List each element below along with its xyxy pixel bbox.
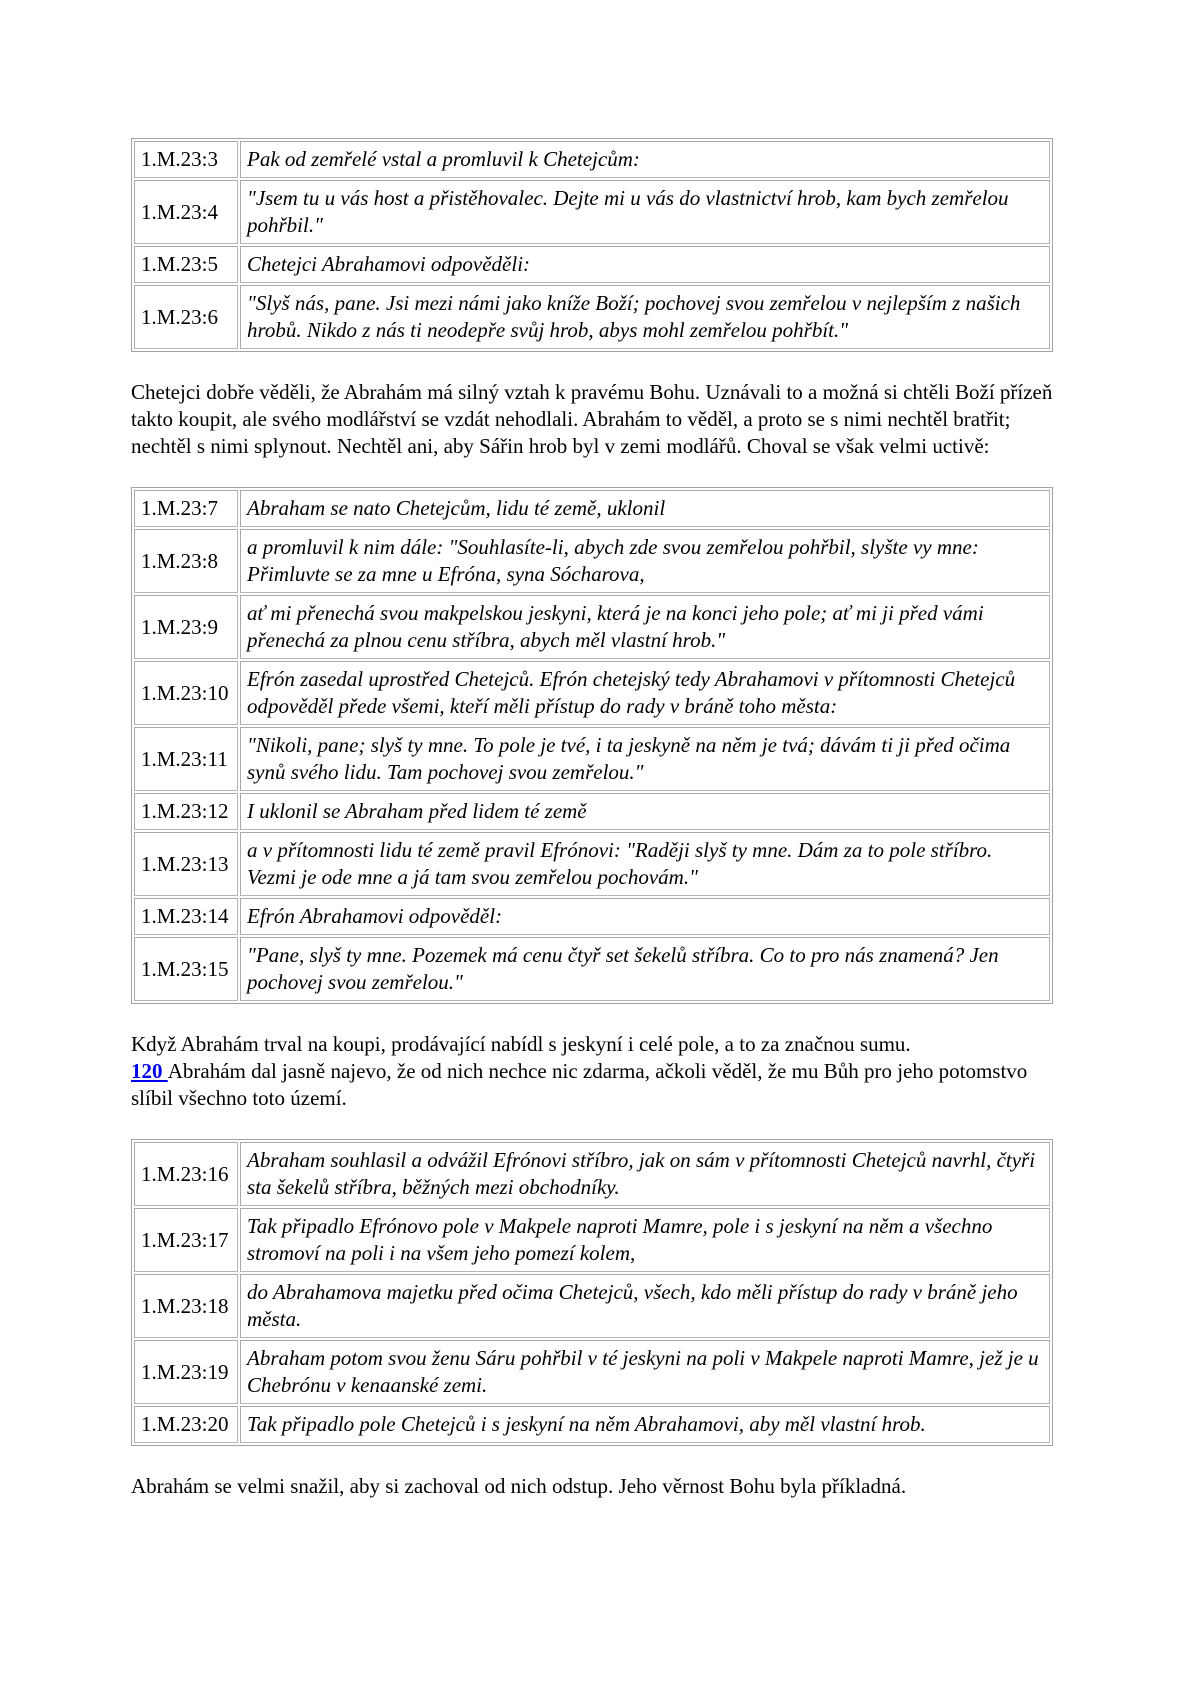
verse-row xyxy=(134,595,1050,659)
verse-row xyxy=(134,937,1050,1001)
verse-text: a promluvil k nim dále: "Souhlasíte-li, abych zde svou zemřelou pohřbil, slyšte vy mne: Přimluvte se za mne u Efróna, syna Sócharova, xyxy=(240,529,1050,593)
verse-text: "Jsem tu u vás host a přistěhovalec. Dejte mi u vás do vlastnictví hrob, kam bych zemřelou pohřbil." xyxy=(240,180,1050,244)
verse-text: Abraham souhlasil a odvážil Efrónovi stříbro, jak on sám v přítomnosti Chetejců navrhl, čtyři sta šekelů stříbra, běžných mezi obchodníky. xyxy=(240,1142,1050,1206)
verse-reference: 1.M.23:19 xyxy=(134,1340,238,1404)
commentary-paragraph-3 xyxy=(131,1473,1053,1500)
verse-reference: 1.M.23:18 xyxy=(134,1274,238,1338)
commentary-paragraph-1 xyxy=(131,379,1053,460)
verse-row xyxy=(134,727,1050,791)
commentary-paragraph-2 xyxy=(131,1031,1053,1112)
verse-row xyxy=(134,490,1050,527)
verse-row xyxy=(134,832,1050,896)
verse-reference: 1.M.23:12 xyxy=(134,793,238,830)
verse-text: Chetejci Abrahamovi odpověděli: xyxy=(240,246,1050,283)
verse-reference: 1.M.23:11 xyxy=(134,727,238,791)
verse-text: Tak připadlo pole Chetejců i s jeskyní na něm Abrahamovi, aby měl vlastní hrob. xyxy=(240,1406,1050,1443)
commentary-text: Abrahám dal jasně najevo, že od nich nechce nic zdarma, ačkoli věděl, že mu Bůh pro jeho potomstvo slíbil všechno toto území. xyxy=(131,1059,1028,1110)
verse-reference: 1.M.23:6 xyxy=(134,285,238,349)
verse-row xyxy=(134,1208,1050,1272)
verse-text: Efrón Abrahamovi odpověděl: xyxy=(240,898,1050,935)
verse-text: do Abrahamova majetku před očima Chetejců, všech, kdo měli přístup do rady v bráně jeho města. xyxy=(240,1274,1050,1338)
verse-reference: 1.M.23:20 xyxy=(134,1406,238,1443)
verse-reference: 1.M.23:14 xyxy=(134,898,238,935)
verse-reference: 1.M.23:16 xyxy=(134,1142,238,1206)
verse-reference: 1.M.23:8 xyxy=(134,529,238,593)
verse-row xyxy=(134,285,1050,349)
verse-row xyxy=(134,529,1050,593)
verse-text: "Pane, slyš ty mne. Pozemek má cenu čtyř set šekelů stříbra. Co to pro nás znamená? Jen pochovej svou zemřelou." xyxy=(240,937,1050,1001)
verse-text: Abraham se nato Chetejcům, lidu té země, uklonil xyxy=(240,490,1050,527)
verse-row xyxy=(134,1274,1050,1338)
verse-reference: 1.M.23:15 xyxy=(134,937,238,1001)
verse-reference: 1.M.23:5 xyxy=(134,246,238,283)
verse-text: Pak od zemřelé vstal a promluvil k Chetejcům: xyxy=(240,141,1050,178)
verse-table-23-16-20 xyxy=(131,1139,1053,1446)
verse-text: Tak připadlo Efrónovo pole v Makpele naproti Mamre, pole i s jeskyní na něm a všechno stromoví na poli i na všem jeho pomezí kolem, xyxy=(240,1208,1050,1272)
verse-reference: 1.M.23:3 xyxy=(134,141,238,178)
verse-reference: 1.M.23:9 xyxy=(134,595,238,659)
verse-reference: 1.M.23:4 xyxy=(134,180,238,244)
verse-row xyxy=(134,1142,1050,1206)
footnote-link-120[interactable]: 120 xyxy=(131,1059,168,1083)
verse-table-23-3-6 xyxy=(131,138,1053,352)
verse-row xyxy=(134,246,1050,283)
verse-reference: 1.M.23:13 xyxy=(134,832,238,896)
verse-row xyxy=(134,1406,1050,1443)
verse-row xyxy=(134,898,1050,935)
verse-row xyxy=(134,141,1050,178)
verse-row xyxy=(134,793,1050,830)
commentary-text: Chetejci dobře věděli, že Abrahám má silný vztah k pravému Bohu. Uznávali to a možná si chtěli Boží přízeň takto koupit, ale svého modlářství se vzdát nehodlali. Abrahám to věděl, a proto se s nimi nechtěl bratřit; nechtěl s nimi splynout. Nechtěl ani, aby Sářin hrob byl v zemi modlářů. Choval se však velmi uctivě: xyxy=(131,380,1053,458)
verse-row xyxy=(134,661,1050,725)
verse-table-23-7-15 xyxy=(131,487,1053,1004)
verse-text: I uklonil se Abraham před lidem té země xyxy=(240,793,1050,830)
verse-text: a v přítomnosti lidu té země pravil Efrónovi: "Raději slyš ty mne. Dám za to pole stříbro. Vezmi je ode mne a já tam svou zemřelou pochovám." xyxy=(240,832,1050,896)
verse-reference: 1.M.23:17 xyxy=(134,1208,238,1272)
commentary-text: Abrahám se velmi snažil, aby si zachoval od nich odstup. Jeho věrnost Bohu byla příkladná. xyxy=(131,1474,907,1498)
verse-text: Efrón zasedal uprostřed Chetejců. Efrón chetejský tedy Abrahamovi v přítomnosti Chetejců odpověděl přede všemi, kteří měli přístup do rady v bráně toho města: xyxy=(240,661,1050,725)
verse-text: ať mi přenechá svou makpelskou jeskyni, která je na konci jeho pole; ať mi ji před vámi přenechá za plnou cenu stříbra, abych měl vlastní hrob." xyxy=(240,595,1050,659)
verse-text: Abraham potom svou ženu Sáru pohřbil v té jeskyni na poli v Makpele naproti Mamre, jež je u Chebrónu v kenaanské zemi. xyxy=(240,1340,1050,1404)
verse-reference: 1.M.23:10 xyxy=(134,661,238,725)
verse-reference: 1.M.23:7 xyxy=(134,490,238,527)
verse-row xyxy=(134,1340,1050,1404)
commentary-text: Když Abrahám trval na koupi, prodávající nabídl s jeskyní i celé pole, a to za značnou sumu. xyxy=(131,1032,911,1056)
verse-text: "Slyš nás, pane. Jsi mezi námi jako kníže Boží; pochovej svou zemřelou v nejlepším z našich hrobů. Nikdo z nás ti neodepře svůj hrob, abys mohl zemřelou pohřbít." xyxy=(240,285,1050,349)
verse-row xyxy=(134,180,1050,244)
verse-text: "Nikoli, pane; slyš ty mne. To pole je tvé, i ta jeskyně na něm je tvá; dávám ti ji před očima synů svého lidu. Tam pochovej svou zemřelou." xyxy=(240,727,1050,791)
